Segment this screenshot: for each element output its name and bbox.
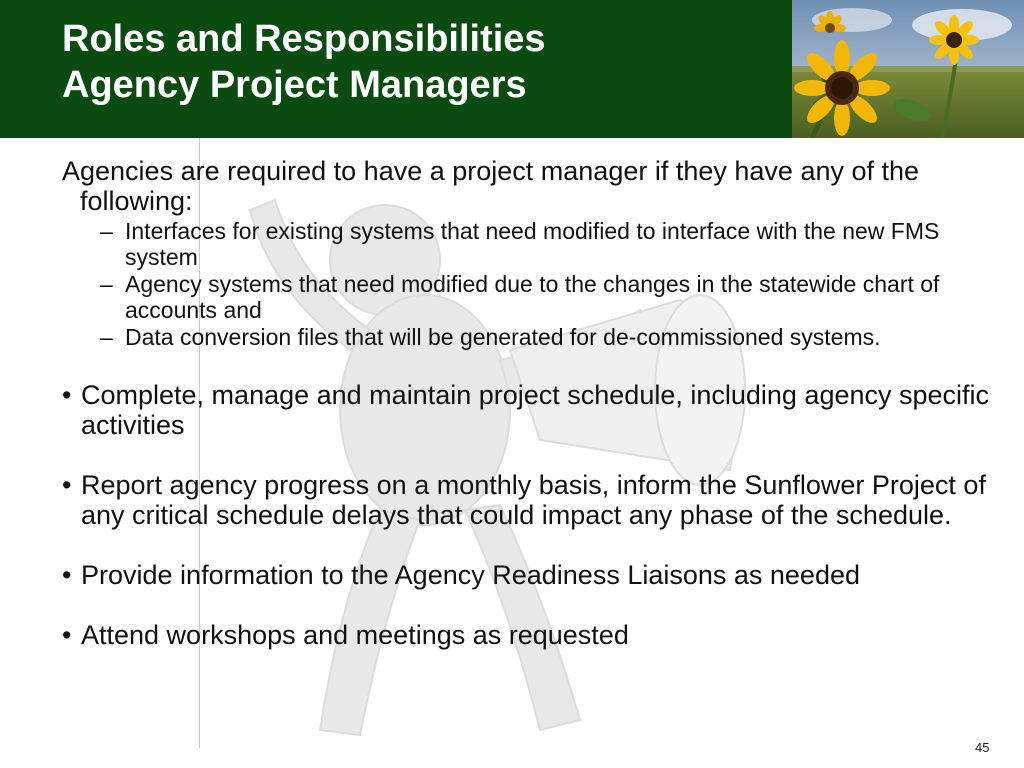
bullet-item-text: Provide information to the Agency Readiness Liaisons as needed <box>81 560 860 590</box>
bullet-item-text: Complete, manage and maintain project schedule, including agency specific activities <box>81 380 990 440</box>
page-number: 45 <box>975 740 990 755</box>
dash-marker: – <box>100 271 113 297</box>
bullet-item-text: Attend workshops and meetings as requested <box>81 620 629 650</box>
dash-marker: – <box>100 324 113 350</box>
bullet-item <box>62 560 1002 590</box>
sub-list-item-text: Agency systems that need modified due to the changes in the statewide chart of accounts and <box>125 271 940 323</box>
sub-list-item <box>62 218 1002 270</box>
sub-list-item <box>62 271 1002 323</box>
bullet-marker: • <box>62 620 72 650</box>
bullet-item-text: Report agency progress on a monthly basis, inform the Sunflower Project of any critical schedule delays that could impact any phase of the schedule. <box>81 470 986 530</box>
bullet-marker: • <box>62 560 72 590</box>
sub-list-item-text: Data conversion files that will be generated for de-commissioned systems. <box>125 324 881 350</box>
bullet-item <box>62 470 1002 530</box>
slide-title <box>62 16 546 108</box>
sub-list-item-text: Interfaces for existing systems that need modified to interface with the new FMS system <box>125 218 940 270</box>
bullet-marker: • <box>62 470 72 500</box>
intro-paragraph: Agencies are required to have a project manager if they have any of the following: <box>62 156 920 216</box>
requirement-sublist <box>62 218 1002 350</box>
title-bar <box>0 0 1024 138</box>
dash-marker: – <box>100 218 113 244</box>
sub-list-item <box>62 324 1002 350</box>
bullet-item <box>62 620 1002 650</box>
bullet-marker: • <box>62 380 72 410</box>
slide-body <box>62 156 1002 650</box>
sunflower-photo <box>792 0 1024 138</box>
bullet-item <box>62 380 1002 440</box>
slide-title-line-2: Agency Project Managers <box>62 64 527 106</box>
slide-title-line-1: Roles and Responsibilities <box>62 18 546 60</box>
